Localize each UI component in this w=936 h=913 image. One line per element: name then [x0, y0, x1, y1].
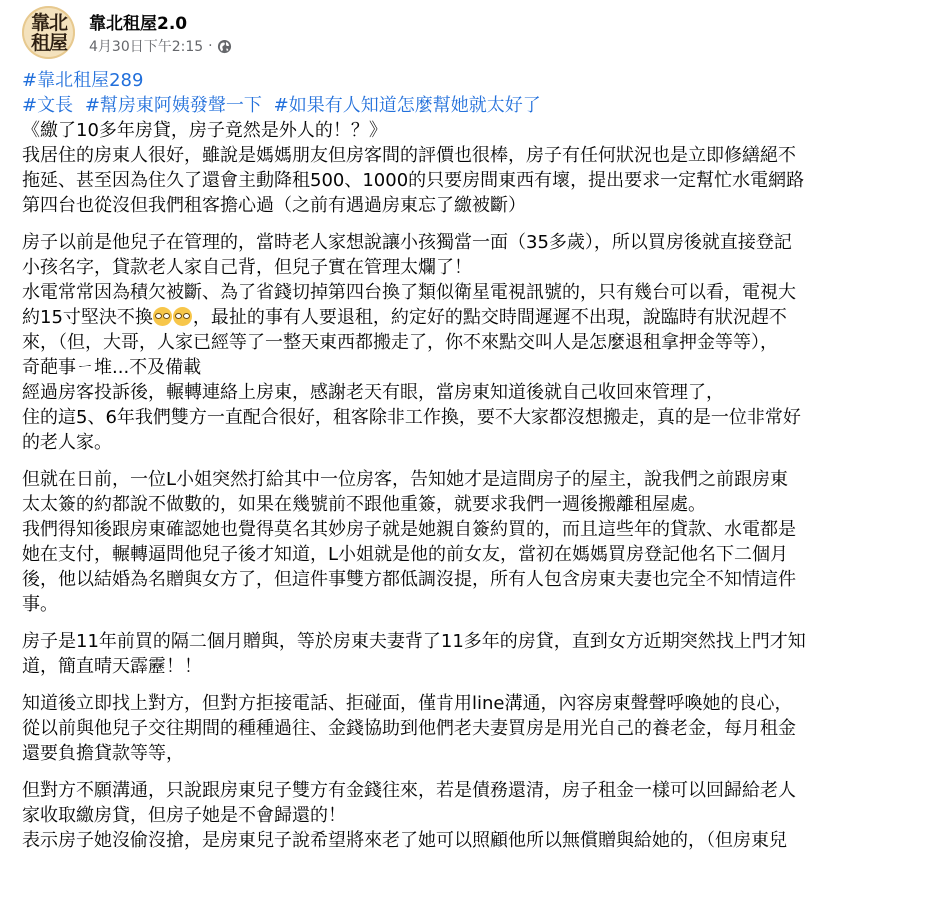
post-text-line: 住的這5、6年我們雙方一直配合很好，租客除非工作換，要不大家都沒想搬走，真的是一位非常好: [22, 407, 801, 428]
post-text-line-with-emoji: [22, 305, 922, 330]
hashtag-link[interactable]: #文長: [22, 95, 74, 116]
globe-icon[interactable]: [217, 39, 232, 54]
post-text-line: 房子是11年前買的隔二個月贈與，等於房東夫妻背了11多年的房貸，直到女方近期突然找上門才知: [22, 631, 806, 652]
post-text-line: 她在支付，輾轉逼問他兒子後才知道，L小姐就是他的前女友，當初在媽媽買房登記他名下二個月: [22, 544, 789, 565]
post-text-line: 房子以前是他兒子在管理的，當時老人家想說讓小孩獨當一面（35多歲），所以買房後就直接登記: [22, 232, 792, 253]
post-paragraph-6: [22, 778, 922, 853]
post-text-line: 經過房客投訴後，輾轉連絡上房東，感謝老天有眼，當房東知道後就自己收回來管理了，: [22, 382, 724, 403]
post-text-line: 來，（但，大哥，人家已經等了一整天東西都搬走了，你不來點交叫人是怎麼退租拿押金等等），: [22, 332, 778, 353]
post-paragraph-5: [22, 691, 922, 766]
avatar[interactable]: [22, 6, 75, 59]
post-text-line: 第四台也從沒但我們租客擔心過（之前有遇過房東忘了繳被斷）: [22, 195, 526, 216]
hashtag-link[interactable]: #靠北租屋289: [22, 70, 144, 91]
post-paragraph-3: [22, 467, 922, 617]
post-text-fragment: 約15寸堅決不換: [22, 307, 153, 328]
post-text-line: 拖延、甚至因為住久了還會主動降租500、1000的只要房間東西有壞，提出要求一定幫忙水電網路: [22, 170, 805, 191]
post-text-line: 水電常常因為積欠被斷、為了省錢切掉第四台換了類似衛星電視訊號的，只有幾台可以看，電視大: [22, 282, 796, 303]
rolling-eyes-emoji-icon: [153, 307, 172, 326]
post-paragraph-2: [22, 230, 922, 455]
post-text-fragment: ，最扯的事有人要退租，約定好的點交時間遲遲不出現，說臨時有狀況趕不: [192, 307, 787, 328]
avatar-text: 靠北租屋: [30, 12, 67, 54]
page-name[interactable]: 靠北租屋2.0: [89, 14, 188, 34]
post-text-line: 表示房子她沒偷沒搶，是房東兒子說希望將來老了她可以照顧他所以無償贈與給她的，（但房東兒: [22, 830, 787, 851]
hashtag-link[interactable]: #如果有人知道怎麼幫她就太好了: [273, 95, 541, 116]
hashtag-line-1: [22, 68, 922, 93]
post-text-line: 我們得知後跟房東確認她也覺得莫名其妙房子就是她親自簽約買的，而且這些年的貸款、水電都是: [22, 519, 796, 540]
post-text-line: 還要負擔貸款等等，: [22, 743, 184, 764]
hashtag-line-2: [22, 93, 922, 118]
post-text-line: 從以前與他兒子交往期間的種種過往、金錢協助到他們老夫妻買房是用光自己的養老金，每月租金: [22, 718, 796, 739]
post-text-line: 小孩名字，貸款老人家自己背，但兒子實在管理太爛了！: [22, 257, 472, 278]
hashtag-link[interactable]: #幫房東阿姨發聲一下: [84, 95, 262, 116]
post-text-line: 太太簽的約都說不做數的，如果在幾號前不跟他重簽，就要求我們一週後搬離租屋處。: [22, 494, 706, 515]
post-text-line: 奇葩事ㄧ堆...不及備載: [22, 357, 202, 378]
post-text-line: 道，簡直晴天霹靂！！: [22, 656, 202, 677]
post-text-line: 但就在日前，一位L小姐突然打給其中一位房客，告知她才是這間房子的屋主，說我們之前跟房東: [22, 469, 789, 490]
post-paragraph-1: [22, 118, 922, 218]
post-text-line: 《繳了10多年房貸，房子竟然是外人的！？》: [22, 120, 387, 141]
post-text-line: 的老人家。: [22, 432, 112, 453]
post-text-line: 但對方不願溝通，只說跟房東兒子雙方有金錢往來，若是債務還清，房子租金一樣可以回歸給老人: [22, 780, 796, 801]
post-text-line: 家收取繳房貸，但房子她是不會歸還的！: [22, 805, 346, 826]
post-paragraph-4: [22, 629, 922, 679]
post-text-line: 後，他以結婚為名贈與女方了，但這件事雙方都低調沒提，所有人包含房東夫妻也完全不知情這件: [22, 569, 796, 590]
post-body: [22, 68, 922, 865]
post-text-line: 事。: [22, 594, 58, 615]
post-text-line: 知道後立即找上對方，但對方拒接電話、拒碰面，僅肯用line溝通，內容房東聲聲呼喚她的良心，: [22, 693, 793, 714]
meta-separator: ·: [208, 38, 213, 54]
rolling-eyes-emoji-icon: [173, 307, 192, 326]
post-header: [22, 6, 926, 60]
post-meta: [89, 36, 232, 56]
post-timestamp[interactable]: 4月30日下午2:15: [89, 39, 204, 55]
post-text-line: 我居住的房東人很好，雖說是媽媽朋友但房客間的評價也很棒，房子有任何狀況也是立即修繕絕不: [22, 145, 796, 166]
